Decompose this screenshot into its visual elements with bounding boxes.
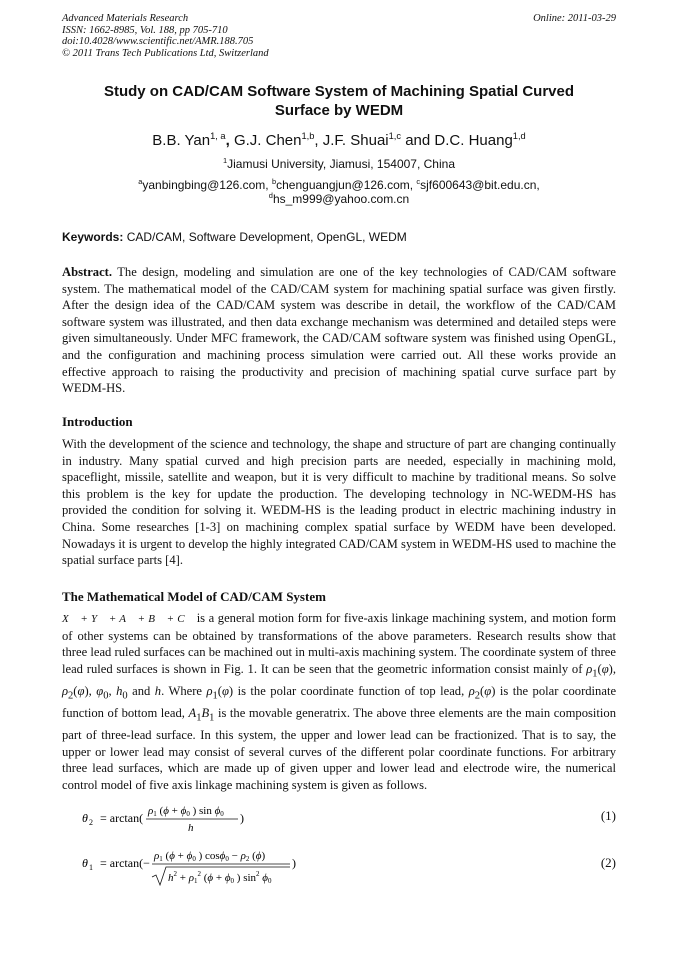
author-emails	[62, 178, 616, 206]
author-3: J.F. Shuai	[322, 132, 389, 149]
svg-text:= arctan(−: = arctan(−	[100, 856, 150, 870]
svg-text:θ: θ	[82, 811, 88, 825]
svg-text:ρ1 (ϕ + ϕ0 ) sin ϕ0: ρ1 (ϕ + ϕ0 ) sin ϕ0	[148, 805, 224, 818]
svg-text:): )	[292, 856, 296, 870]
svg-text:): )	[240, 811, 244, 825]
equation-2-formula	[80, 845, 380, 891]
title-line-1: Study on CAD/CAM Software System of Machining Spatial Curved	[103, 83, 575, 100]
author-4: D.C. Huang	[434, 132, 513, 149]
journal-name: Advanced Materials Research	[62, 13, 189, 24]
affiliation-text: Jiamusi University, Jiamusi, 154007, China	[227, 157, 455, 171]
author-4-sup: 1,d	[512, 131, 526, 141]
paper-title	[62, 82, 616, 120]
email-c: sjf600643@bit.edu.cn,	[420, 178, 540, 192]
copyright: © 2011 Trans Tech Publications Ltd, Switzerland	[62, 47, 269, 59]
affiliation-sup: 1	[222, 156, 228, 165]
abstract	[62, 264, 616, 397]
introduction-text: With the development of the science and technology, the shape and structure of part are changing continually in industry. Many spatial curved and high precision parts are needed, especially in machining mold, spaceflight, missile, satellite and weapon, but it is very difficult to machine by traditional means. So solve this problem is the key for update the production. The developing technology in NC-WEDM-HS has provided the condition for solving it. WEDM-HS is the leading product in electric machining industry in China. Some researches [1-3] on machining complex spatial surface by WEDM have been developed. Nowadays it is urgent to develop the highly integrated CAD/CAM system in WEDM-HS used to machine the spatial surface parts [4].	[62, 437, 616, 568]
email-c-sup: c	[416, 177, 421, 186]
email-d-sup: d	[268, 191, 273, 200]
equation-2-number: (2)	[600, 855, 616, 870]
email-b: chenguangjun@126.com,	[276, 178, 414, 192]
author-list: B.B. Yan$^{1, a}$, G.J. Chen$^{1,b}$, J.F. Shuai$^{1,c}$ and D.C. Huang$^{1,d}$	[152, 131, 526, 149]
svg-text:h2 + ρ12 (ϕ + ϕ0 ) sin2 ϕ0: $h^2 + \rho 1^2$ (ϕ + ϕ0 ) $\sin^2 \phi 0$	[168, 870, 272, 885]
math-text-start: is a general motion form for five-axis linkage machining system, and motion form of other systems can be obtained by transformations of the above parameters. Research results show that three lead ruled surfaces can be machined out in multi-axis machining system. The coordinate system of three lead ruled surfaces is shown in Fig. 1. It can be seen that the geometric information consist mainly of	[62, 611, 616, 676]
keywords-label: Keywords:	[62, 230, 124, 244]
running-header	[62, 13, 616, 59]
svg-text:θ: θ	[82, 856, 88, 870]
email-b-sup: b	[271, 177, 277, 186]
math-model-paragraph: X⃗ + Y⃗ + A⃗ + B⃗ + C⃗ is a general motion form for five-axis linkage machining system, and motion form of other systems can be obtained by transformations of the above parameters. Research results show that three lead ruled surfaces can be machined out in multi-axis machining system. The coordinate system of three lead ruled surfaces is shown in Fig. 1. It can be seen that the geometric information consist mainly of $\rho_1(\varphi)$, $\rho_2(\varphi)$, $\varphi_0$, $h_0$ and h. Where $\rho_1(\varphi)$ is the polar coordinate function of top lead, $\rho_2(\varphi)$ is the polar coordinate function of bottom lead, $A_1B_1$ is the movable generatrix. The above three elements are the main composition part of three-lead surface. In this system, the upper and lower lead can be fractionized. That is to say, the upper or lower lead may consist of several curves of the different polar coordinate functions. For arbitrary three lead surfaces, which are made up of given upper and lower lead and electrode wire, the numerical control model of five axis linkage machining system is given as follows.	[62, 611, 617, 792]
doi: doi:10.4028/www.scientific.net/AMR.188.705	[62, 36, 254, 47]
introduction-heading: Introduction	[62, 414, 133, 429]
svg-text:ρ1 (ϕ + ϕ0 ) cosϕ0 − ρ2 (ϕ): ρ1 (ϕ + ϕ0 ) cosϕ0 − ρ2 (ϕ)	[154, 850, 266, 863]
online-date: Online: 2011-03-29	[533, 13, 616, 24]
math-text-mid1: is the polar coordinate function of top lead,	[237, 683, 465, 698]
email-a: yanbingbing@126.com,	[142, 178, 269, 192]
svg-text:2: 2	[89, 818, 93, 827]
title-line-2: Surface by WEDM	[274, 102, 404, 119]
math-text-mid3: is the movable generatrix. The above three elements are the main composition part of three-lead surface. In this system, the upper and lower lead can be fractionized. That is to say, the upper or lower lead may consist of several curves of the different polar coordinate functions. For arbitrary three lead surfaces, which are made up of given upper and lower lead and electrode wire, the numerical control model of five axis linkage machining system is given as follows.	[62, 706, 616, 792]
author-3-sup: 1,c	[388, 131, 402, 141]
affiliation	[62, 157, 616, 171]
keywords	[62, 230, 616, 244]
author-2-sup: 1,b	[301, 131, 315, 141]
and-word: and	[401, 132, 435, 149]
equation-1-number: (1)	[600, 808, 616, 823]
math-model-heading: The Mathematical Model of CAD/CAM System	[62, 589, 326, 604]
keywords-text: CAD/CAM, Software Development, OpenGL, WEDM	[126, 230, 407, 244]
author-2: G.J. Chen	[233, 132, 302, 149]
svg-text:h: h	[188, 822, 194, 834]
svg-text:= arctan(: = arctan(	[100, 811, 144, 825]
email-a-sup: a	[138, 177, 143, 186]
svg-text:1: 1	[89, 863, 93, 872]
author-1: B.B. Yan	[152, 132, 211, 149]
issn: ISSN: 1662-8985, Vol. 188, pp 705-710	[62, 24, 228, 36]
equation-1-formula	[80, 800, 340, 840]
abstract-label: Abstract.	[62, 265, 113, 279]
email-d: hs_m999@yahoo.com.cn	[272, 192, 410, 206]
abstract-text: The design, modeling and simulation are one of the key technologies of CAD/CAM software system. The mathematical model of the CAD/CAM system for machining spatial surface was given firstly. After the design idea of the CAD/CAM system was describe in detail, the workflow of the CAD/CAM software system was illustrated, and then data exchange mechanism was determined and detailed steps were given simultaneously. Under MFC framework, the CAD/CAM software system was finished using OpenGL, and the configuration and machining process simulation were carried out. All these works provide an effective approach to raising the productivity and precision of machining spatial curve surface part by WEDM-HS.	[62, 265, 616, 396]
motion-formula: X⃗ + Y⃗ + A⃗ + B⃗ + C⃗	[62, 613, 194, 625]
author-1-sup: 1, a	[210, 131, 226, 141]
math-text-mid2: is the polar coordinate function of bottom lead,	[62, 683, 617, 720]
